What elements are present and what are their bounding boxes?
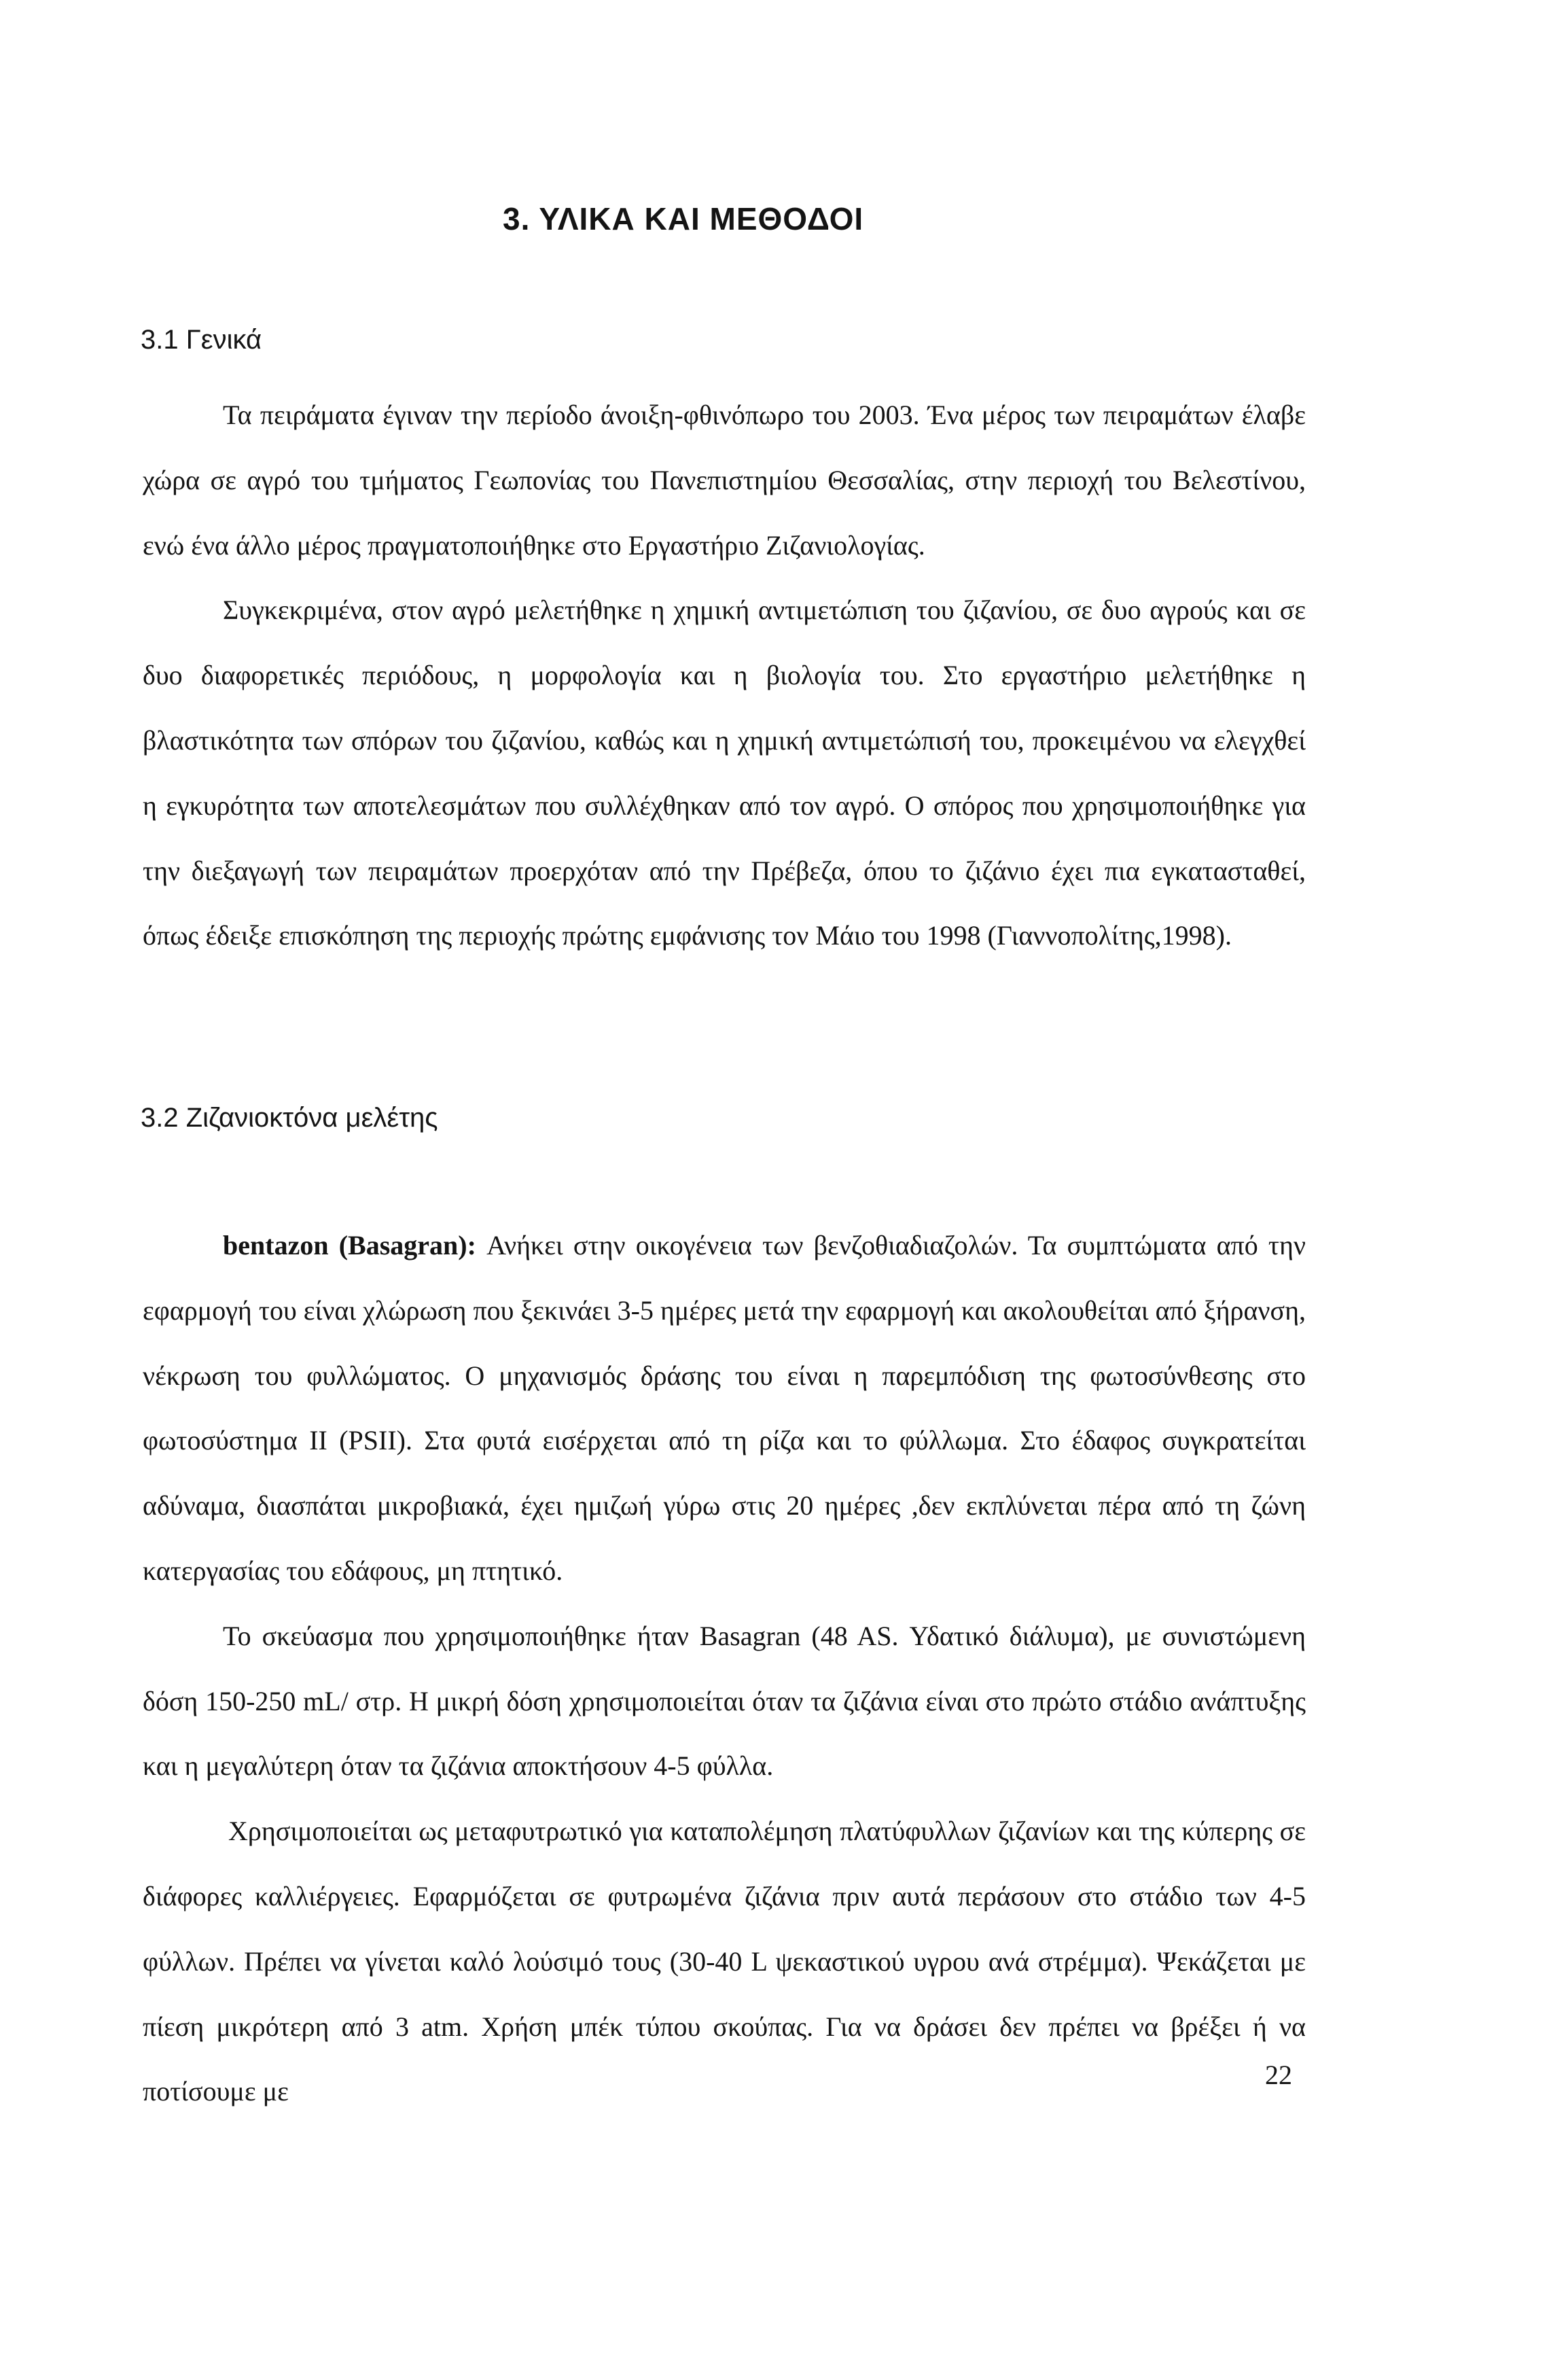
chapter-heading: 3. ΥΛΙΚΑ ΚΑΙ ΜΕΘΟΔΟΙ — [503, 201, 864, 236]
section-herbicides-body — [143, 1213, 1306, 2124]
section-general-body — [143, 383, 1306, 968]
paragraph-field-lab: Συγκεκριμένα, στον αγρό μελετήθηκε η χημική αντιμετώπιση του ζιζανίου, σε δυο αγρούς και σε δυο διαφορετικές περιόδους, η μορφολογία και η βιολογία του. Στο εργαστήριο μελετήθηκε η βλαστικότητα των σπόρων του ζιζανίου, καθώς και η χημική αντιμετώπισή του, προκειμένου να ελεγχθεί η εγκυρότητα των αποτελεσμάτων που συλλέχθηκαν από τον αγρό. Ο σπόρος που χρησιμοποιήθηκε για την διεξαγωγή των πειραμάτων προερχόταν από την Πρέβεζα, όπου το ζιζάνιο έχει πια εγκατασταθεί, όπως έδειξε επισκόπηση της περιοχής πρώτης εμφάνισης τον Μάιο του 1998 (Γιαννοπολίτης,1998). — [143, 595, 1306, 951]
section-title-general: 3.1 Γενικά — [141, 325, 262, 355]
paragraph-formulation: Το σκεύασμα που χρησιμοποιήθηκε ήταν Basagran (48 AS. Υδατικό διάλυμα), με συνιστώμενη δόση 150-250 mL/ στρ. Η μικρή δόση χρησιμοποιείται όταν τα ζιζάνια είναι στο πρώτο στάδιο ανάπτυξης και η μεγαλύτερη όταν τα ζιζάνια αποκτήσουν 4-5 φύλλα. — [143, 1620, 1306, 1782]
bentazon-label: bentazon (Basagran): — [223, 1230, 476, 1261]
section-title-herbicides: 3.2 Ζιζανιοκτόνα μελέτης — [141, 1103, 438, 1133]
paragraph-bentazon — [143, 1213, 1306, 1604]
paragraph-usage: Χρησιμοποιείται ως μεταφυτρωτικό για καταπολέμηση πλατύφυλλων ζιζανίων και της κύπερης σε διάφορες καλλιέργειες. Εφαρμόζεται σε φυτρωμένα ζιζάνια πριν αυτά περάσουν στο στάδιο των 4-5 φύλλων. Πρέπει να γίνεται καλό λούσιμό τους (30-40 L ψεκαστικού υγρου ανά στρέμμα). Ψεκάζεται με πίεση μικρότερη από 3 atm. Χρήση μπέκ τύπου σκούπας. Για να δράσει δεν πρέπει να βρέξει ή να ποτίσουμε με — [143, 1816, 1306, 2107]
page-number: 22 — [1265, 2060, 1292, 2090]
paragraph-experiments: Τα πειράματα έγιναν την περίοδο άνοιξη-φθινόπωρο του 2003. Ένα μέρος των πειραμάτων έλαβε χώρα σε αγρό του τμήματος Γεωπονίας του Πανεπιστημίου Θεσσαλίας, στην περιοχή του Βελεστίνου, ενώ ένα άλλο μέρος πραγματοποιήθηκε στο Εργαστήριο Ζιζανιολογίας. — [143, 400, 1306, 561]
bentazon-description: Ανήκει στην οικογένεια των βενζοθιαδιαζολών. Τα συμπτώματα από την εφαρμογή του είναι χλώρωση που ξεκινάει 3-5 ημέρες μετά την εφαρμογή και ακολουθείται από ξήρανση, νέκρωση του φυλλώματος. Ο μηχανισμός δράσης του είναι η παρεμπόδιση της φωτοσύνθεσης στο φωτοσύστημα II (PSII). Στα φυτά εισέρχεται από τη ρίζα και το φύλλωμα. Στο έδαφος συγκρατείται αδύναμα, διασπάται μικροβιακά, έχει ημιζωή γύρω στις 20 ημέρες ,δεν εκπλύνεται πέρα από τη ζώνη κατεργασίας του εδάφους, μη πτητικό. — [143, 1230, 1306, 1586]
